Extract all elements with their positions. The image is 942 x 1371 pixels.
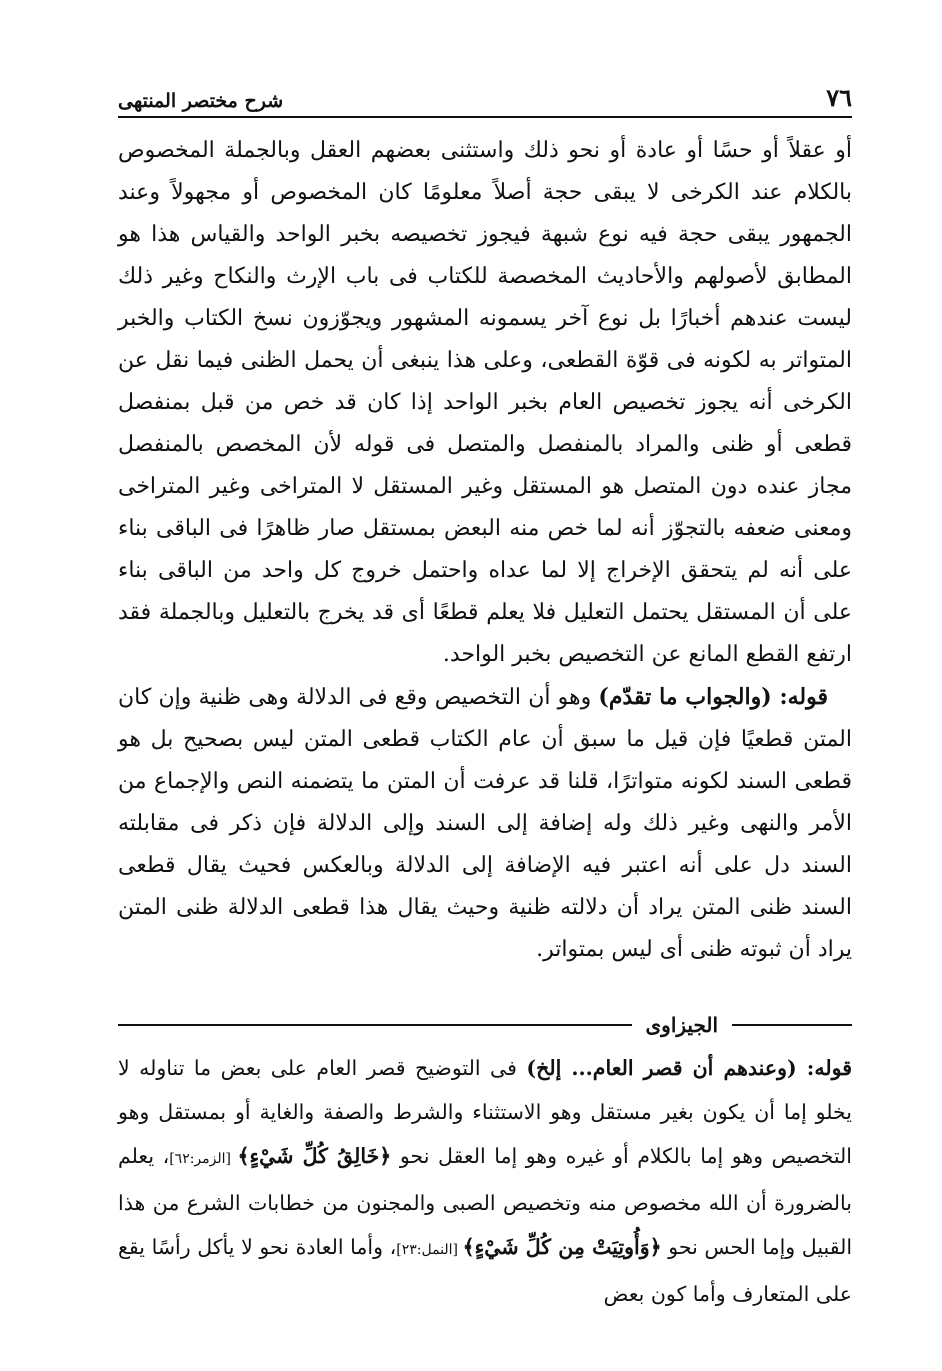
commentary-heading xyxy=(118,1010,852,1040)
heading-rule-left xyxy=(118,1024,632,1026)
commentary-author: الجيزاوى xyxy=(645,1013,718,1037)
commentary-text-1: فى التوضيح قصر العام على بعض ما تناوله لا يخلو إما أن يكون بغير مستقل وهو الاستثناء والشرط والصفة والغاية أو بمستقل وهو التخصيص وهو إما بالكلام أو غيره وهو إما العقل نحو xyxy=(118,1056,852,1168)
commentary-text-2: ، يعلم بالضرورة أن الله مخصوص منه وتخصيص الصبى والمجنون من خطابات الشرع من هذا القبيل وإما الحس نحو xyxy=(118,1144,853,1259)
commentary-label: قوله: (وعندهم أن قصر العام... إلخ) xyxy=(526,1056,852,1080)
commentary-text-3: ، وأما العادة نحو لا يأكل رأسًا يقع على المتعارف وأما كون بعض xyxy=(118,1235,852,1306)
paragraph-2-text: وهو أن التخصيص وقع فى الدلالة وهى ظنية وإن كان المتن قطعيًا فإن قيل ما سبق أن عام الكتاب قطعى المتن ليس بصحيح بل هو قطعى السند لكونه متواترًا، قلنا قد عرفت أن المتن ما يتضمنه النص والإجماع من الأمر والنهى وغير ذلك وله إضافة إلى السند وإلى الدلالة فإن ذكر فى مقابلته السند دل على أنه اعتبر فيه الإضافة إلى الدلالة وبالعكس فحيث يقال قطعى السند ظنى المتن يراد أن دلالته ظنية وحيث يقال هذا قطعى الدلالة ظنى المتن يراد أن ثبوته ظنى أى ليس بمتواتر. xyxy=(118,685,852,962)
quran-ref-2: [النمل:٢٣] xyxy=(396,1242,463,1258)
heading-rule-right xyxy=(732,1024,852,1026)
commentary-text xyxy=(118,1046,852,1316)
paragraph-2 xyxy=(118,676,852,971)
quran-quote-2: ﴿وَأُوتِيَتْ مِن كُلِّ شَيْءٍ﴾ xyxy=(462,1235,662,1259)
paragraph-1: أو عقلاً أو حسًا أو عادة أو نحو ذلك واستثنى بعضهم العقل وبالجملة المخصوص بالكلام عند الكرخى لا يبقى حجة أصلاً معلومًا كان المخصوص أو مجهولاً وعند الجمهور يبقى حجة فيه نوع شبهة فيجوز تخصيصه بخبر الواحد والقياس هذا هو المطابق لأصولهم والأحاديث المخصصة للكتاب فى باب الإرث والنكاح وغير ذلك ليست عندهم أخبارًا بل نوع آخر يسمونه المشهور ويجوّزون نسخ الكتاب والخبر المتواتر به لكونه فى قوّة القطعى، وعلى هذا ينبغى أن يحمل الظنى فيما نقل عن الكرخى أنه يجوز تخصيص العام بخبر الواحد إذا كان قد خص من قبل بمنفصل قطعى أو ظنى والمراد بالمنفصل والمتصل فى قوله لأن المخصص بالمنفصل مجاز عنده دون المتصل هو المستقل وغير المستقل لا المتراخى وغير المتراخى ومعنى ضعفه بالتجوّز أنه لما خص منه البعض بمستقل صار ظاهرًا فى الباقى بناء على أنه لم يتحقق الإخراج إلا لما عداه واحتمل خروج كل واحد من الباقى بناء على أن المستقل يحتمل التعليل فلا يعلم قطعًا أى قد يخرج بالتعليل وبالجملة فقد ارتفع القطع المانع عن التخصيص بخبر الواحد. xyxy=(118,138,852,667)
quran-quote-1: ﴿خَالِقُ كُلِّ شَيْءٍ﴾ xyxy=(237,1144,392,1168)
quran-ref-1: [الزمر:٦٢] xyxy=(169,1151,238,1167)
header-rule xyxy=(118,116,852,118)
page-header xyxy=(118,82,852,112)
paragraph-2-label: قوله: (والجواب ما تقدّم) xyxy=(598,684,828,710)
running-title: شرح مختصر المنتهى xyxy=(118,90,284,112)
main-text xyxy=(118,130,852,971)
commentary-paragraph xyxy=(118,1046,852,1316)
page-number: ٧٦ xyxy=(826,83,852,112)
